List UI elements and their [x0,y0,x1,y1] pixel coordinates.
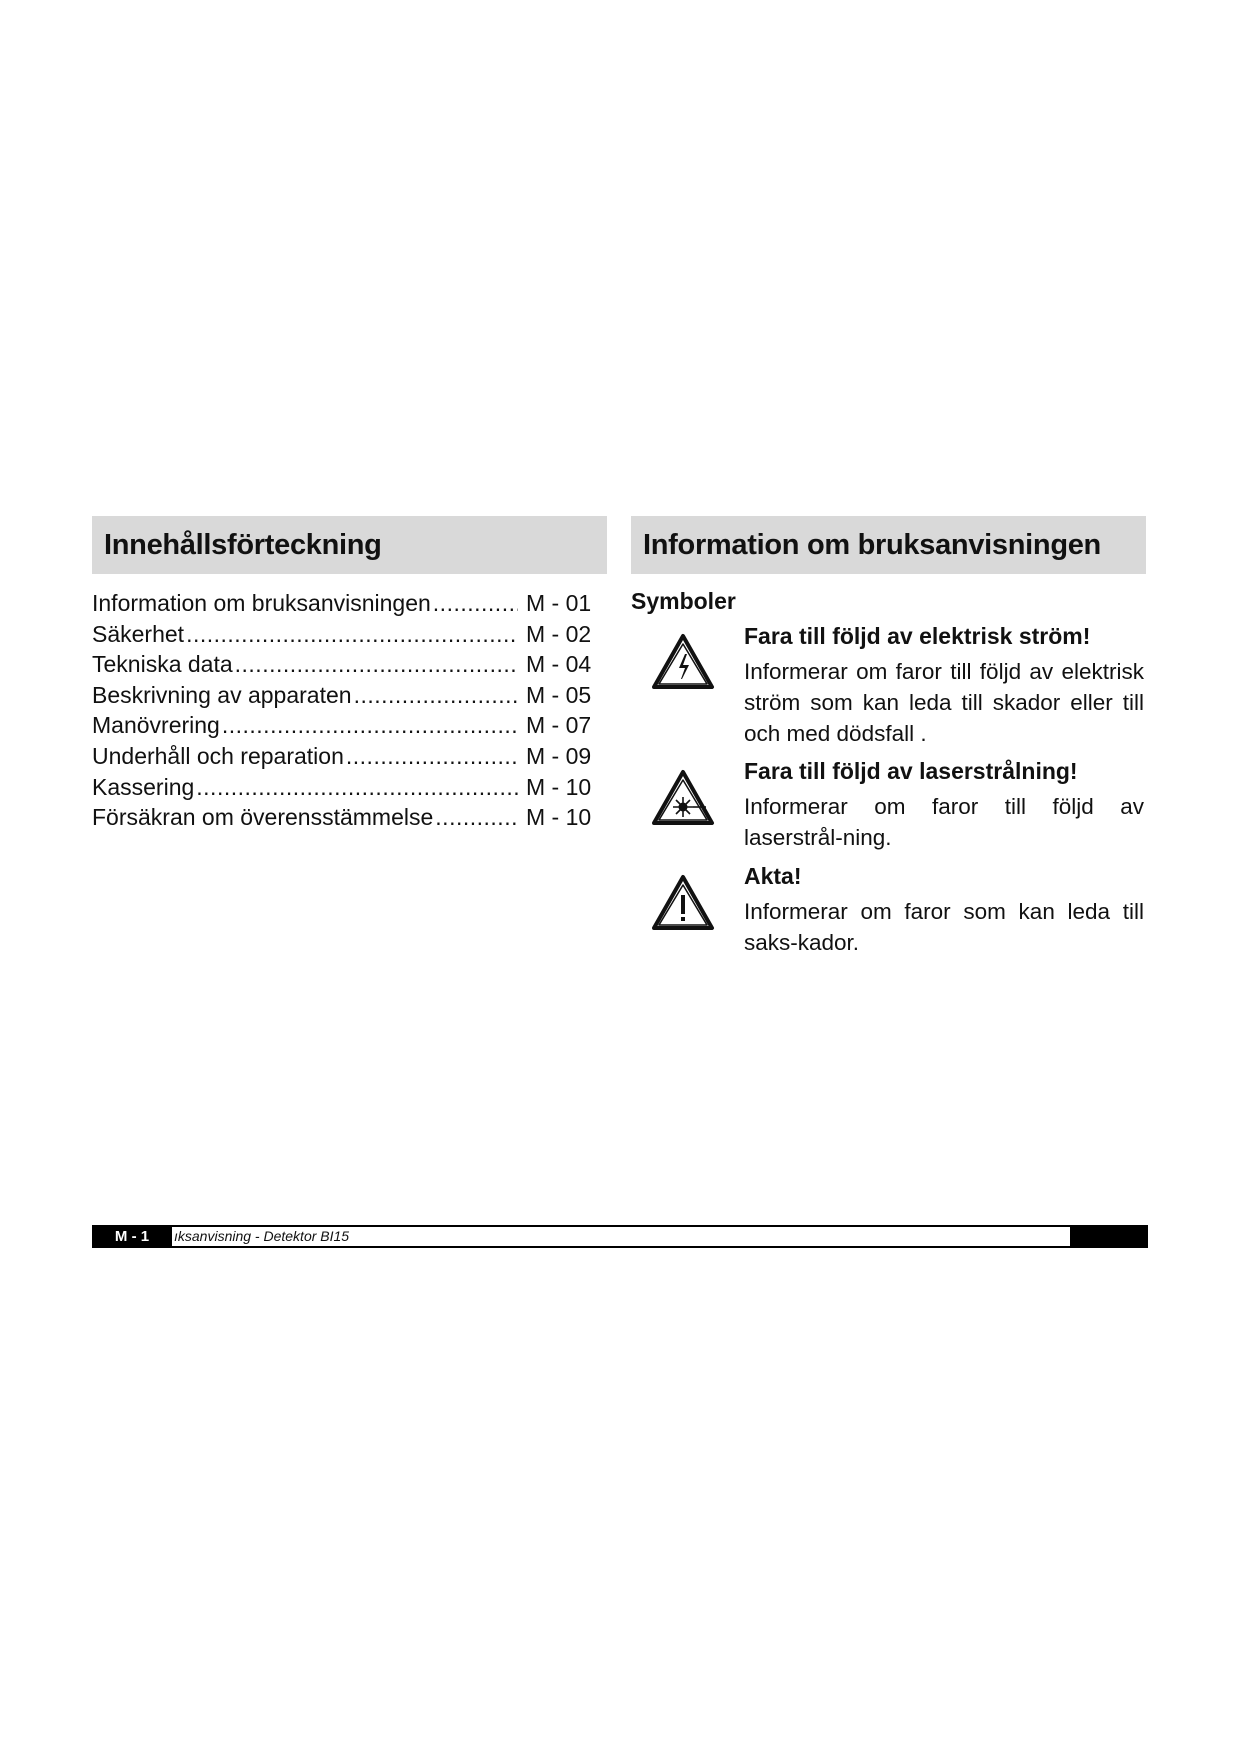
toc-leader-dots [196,774,518,801]
footer-page-number: M - 1 [114,1228,150,1245]
toc-entry[interactable] [92,712,592,743]
caution-icon [650,873,716,933]
toc-entry-page: M - 02 [526,620,592,647]
toc-leader-dots [346,743,518,770]
toc-entry-title: Tekniska data [92,651,233,678]
footer-document-title: ıksanvisning - Detektor BI15 [172,1227,1070,1246]
toc-entry[interactable] [92,621,592,652]
symbol-description: Informerar om faror till följd av laserstrål-ning. [744,794,1144,850]
laser-hazard-icon [650,768,716,828]
toc-entry-page: M - 10 [526,804,592,831]
toc-entry-title: Manövrering [92,712,220,739]
toc-leader-dots [435,804,518,831]
symbol-description: Informerar om faror som kan leda till saks-kador. [744,899,1144,955]
symbol-caution [744,860,1144,958]
toc-entry-page: M - 10 [526,773,592,800]
toc-entry-page: M - 05 [526,681,592,708]
toc-entry[interactable] [92,590,592,621]
info-heading-bar [631,516,1146,574]
toc-entry[interactable] [92,804,592,835]
toc-leader-dots [433,590,518,617]
symbols-label: Symboler [631,588,736,614]
symbol-description: Informerar om faror till följd av elektrisk ström som kan leda till skador eller till och med dödsfall . [744,659,1144,746]
toc-entry-page: M - 09 [526,742,592,769]
symbol-title: Fara till följd av laserstrålning! [744,758,1078,784]
toc-leader-dots [186,621,518,648]
toc-leader-dots [222,712,518,739]
toc-entry-title: Information om bruksanvisningen [92,590,431,616]
toc-entry-title: Beskrivning av apparaten [92,681,352,708]
toc-entry[interactable] [92,682,592,713]
symbol-title: Akta! [744,863,802,889]
toc-entry[interactable] [92,743,592,774]
toc-entry-title: Försäkran om överensstämmelse [92,804,434,831]
toc-heading-bar [92,516,607,574]
table-of-contents [92,590,592,835]
info-heading: Information om bruksanvisningen [643,529,1101,561]
toc-entry[interactable] [92,651,592,682]
electric-hazard-icon [650,632,716,692]
toc-entry-title: Säkerhet [92,620,185,647]
page-footer [92,1225,1148,1248]
toc-leader-dots [235,651,518,678]
toc-entry-title: Underhåll och reparation [92,742,344,769]
symbol-title: Fara till följd av elektrisk ström! [744,623,1091,649]
toc-heading: Innehållsförteckning [104,529,382,561]
toc-entry[interactable] [92,774,592,805]
symbol-electric [744,620,1144,749]
toc-entry-page: M - 07 [526,712,592,739]
toc-entry-title: Kassering [92,773,195,800]
toc-entry-page: M - 01 [526,590,592,616]
toc-entry-page: M - 04 [526,651,592,678]
toc-leader-dots [354,682,518,709]
symbol-laser [744,755,1144,853]
